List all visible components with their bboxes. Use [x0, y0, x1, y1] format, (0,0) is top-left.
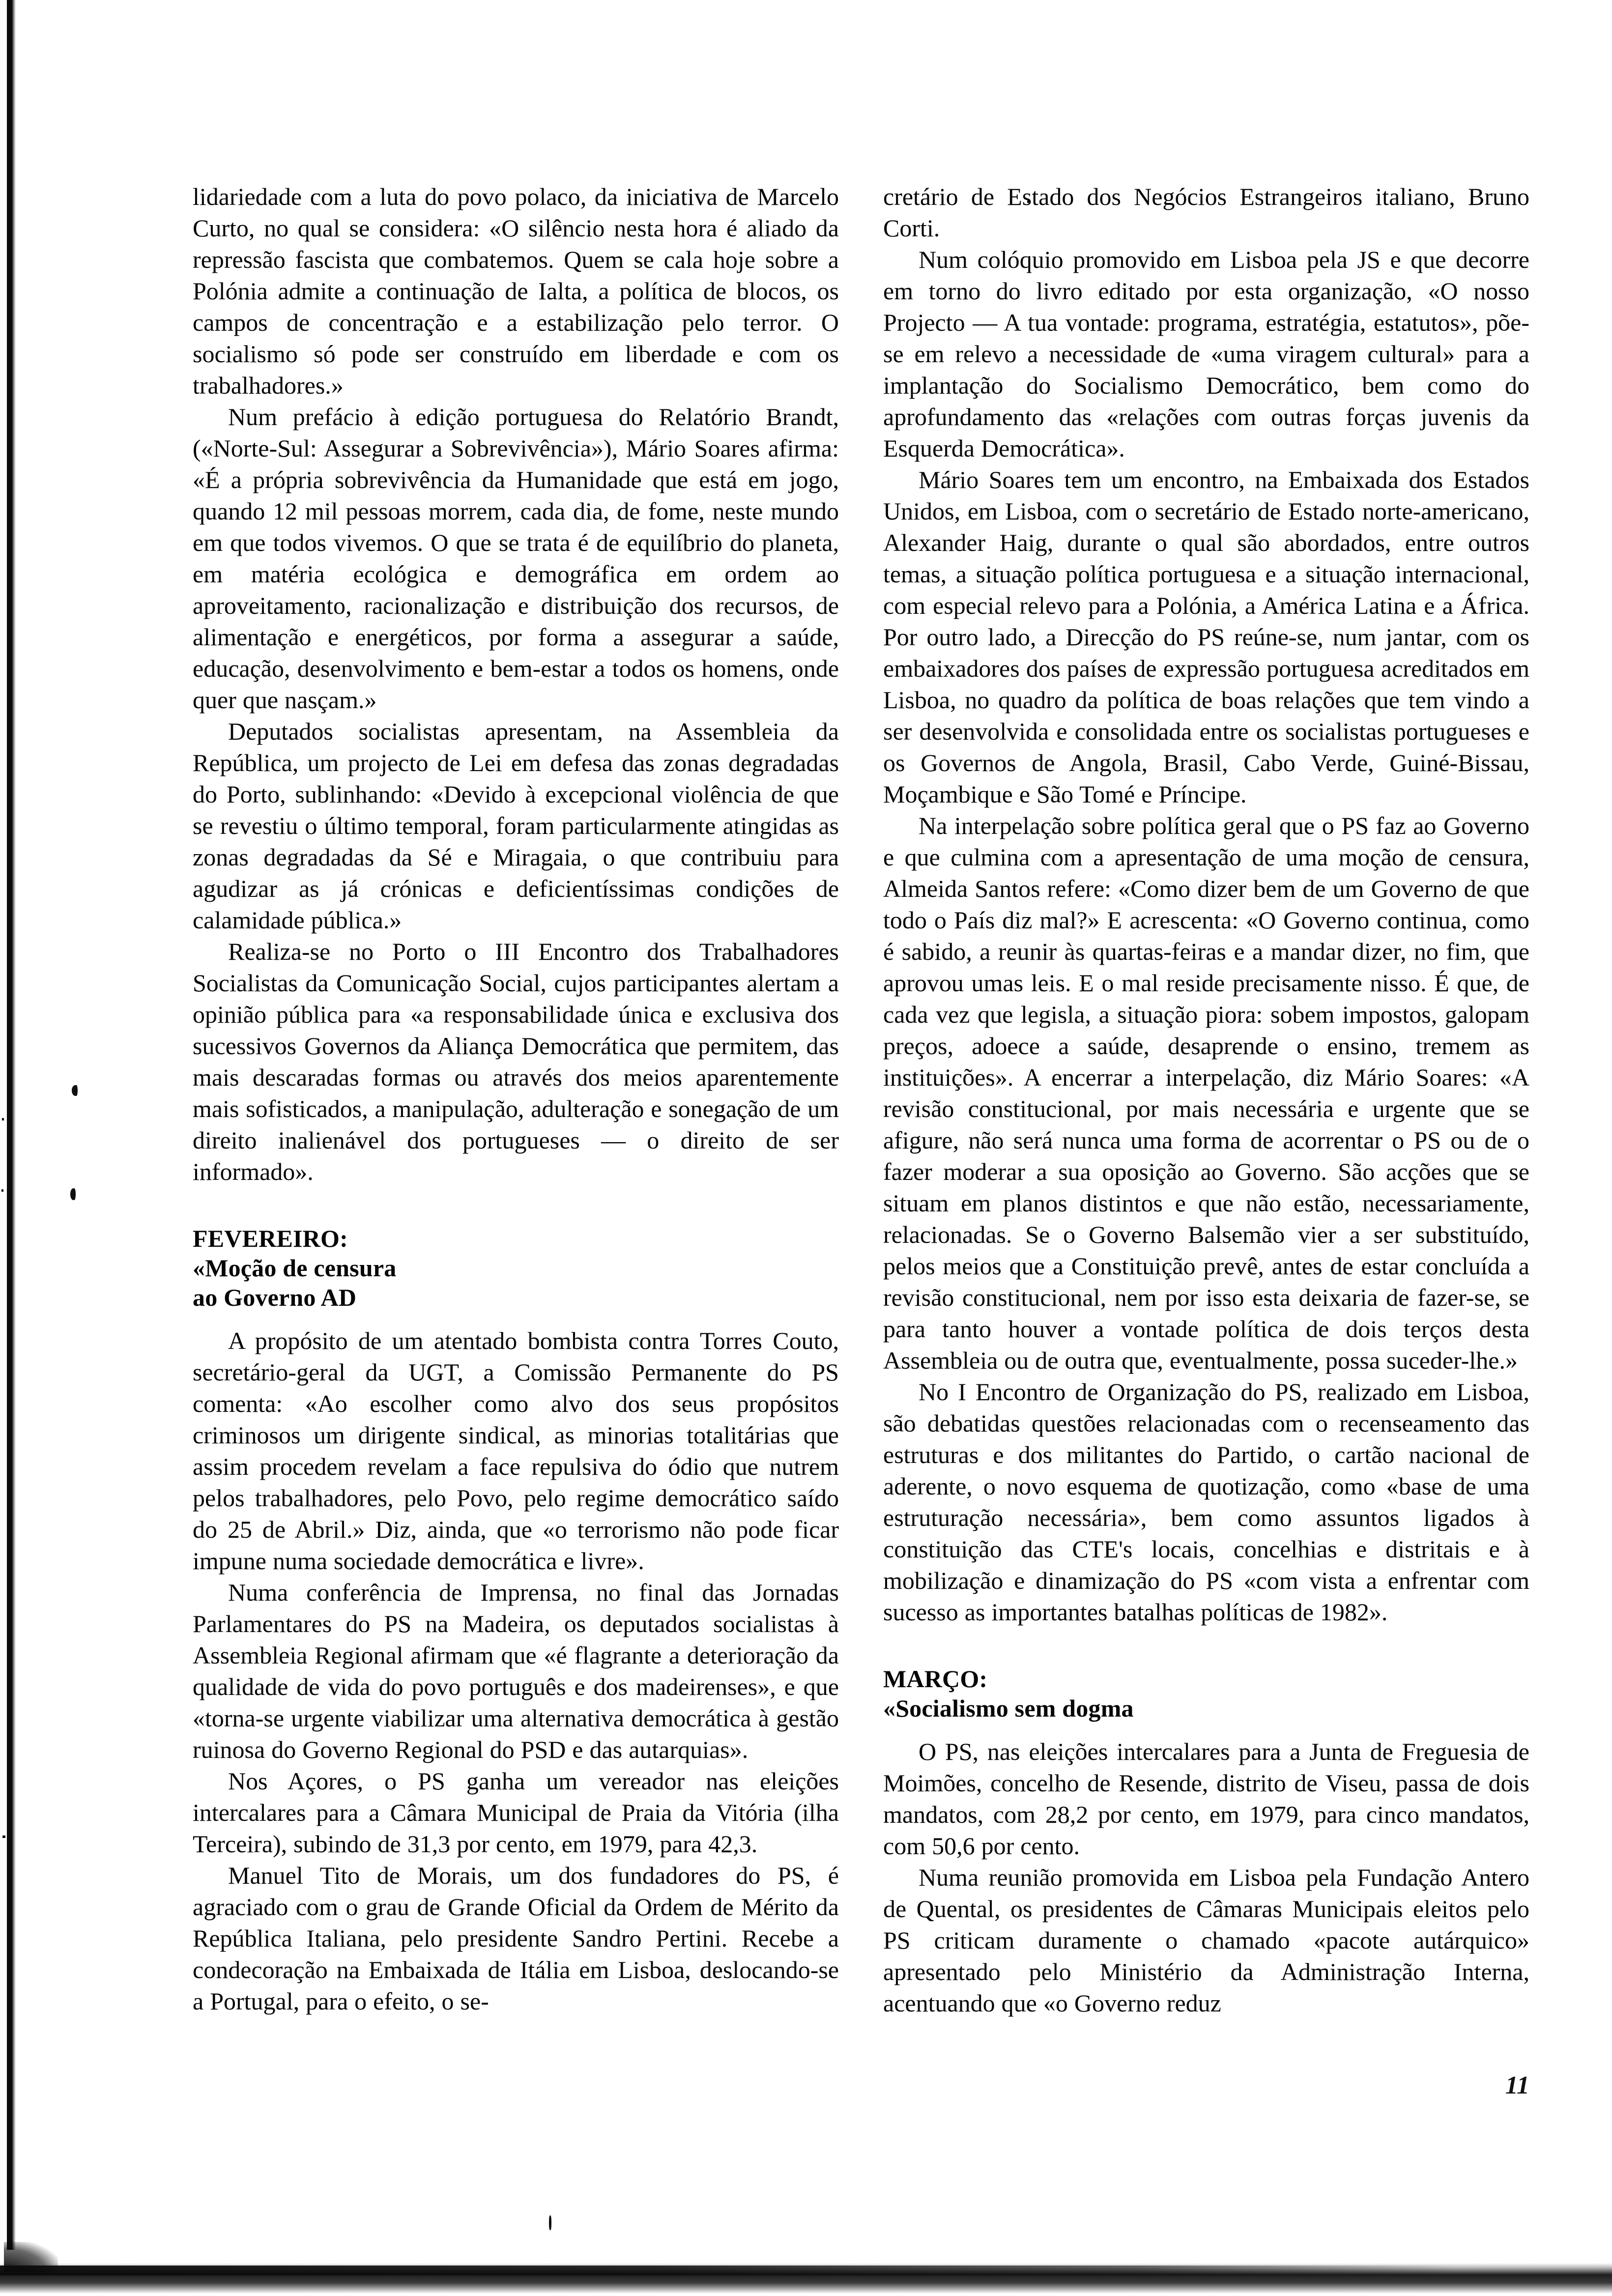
section-heading-fevereiro [193, 1224, 839, 1312]
section-month-label: FEVEREIRO: [193, 1225, 348, 1252]
section-month-label: MARÇO: [883, 1665, 988, 1693]
section-title-line-2: ao Governo AD [193, 1284, 357, 1311]
scan-edge-left-feather-artifact [12, 0, 16, 2250]
paragraph: A propósito de um atentado bombista contra Torres Couto, secretário-geral da UGT, a Comissão Permanente do PS comenta: «Ao escolher como alvo dos seus propósitos criminosos um dirigente sindical, as minorias totalitárias que assim procedem revelam a face repulsiva do ódio que nutrem pelos trabalhadores, pelo Povo, pelo regime democrático saído do 25 de Abril.» Diz, ainda, que «o terrorismo não pode ficar impune numa sociedade democrática e livre». [193, 1327, 839, 1575]
paragraph: O PS, nas eleições intercalares para a Junta de Freguesia de Moimões, concelho de Resende, distrito de Viseu, passa de dois mandatos, com 28,2 por cento, em 1979, para cinco mandatos, com 50,6 por cento. [883, 1738, 1529, 1860]
paragraph: No I Encontro de Organização do PS, realizado em Lisboa, são debatidas questões relacionadas com o recenseamento das estruturas e dos militantes do Partido, o cartão nacional de aderente, o novo esquema de quotização, como «base de uma estruturação necessária», bem como assuntos ligados à constituição das CTE's locais, concelhias e distritais e à mobilização e dinamização do PS «com vista a enfrentar com sucesso as importantes batalhas políticas de 1982». [883, 1378, 1529, 1626]
paragraph: Nos Açores, o PS ganha um vereador nas eleições intercalares para a Câmara Municipal de Praia da Vitória (ilha Terceira), subindo de 31,3 por cento, em 1979, para 42,3. [193, 1767, 839, 1858]
paragraph: Numa conferência de Imprensa, no final das Jornadas Parlamentares do PS na Madeira, os deputados socialistas à Assembleia Regional afirmam que «é flagrante a deterioração da qualidade de vida do povo português e dos madeirenses», e que «torna-se urgente viabilizar uma alternativa democrática à gestão ruinosa do Governo Regional do PSD e das autarquias». [193, 1578, 839, 1763]
left-text-column [193, 181, 839, 2019]
ink-speck [549, 2215, 551, 2230]
ink-speck [2, 1118, 4, 1120]
paragraph: cretário de Estado dos Negócios Estrangeiros italiano, Bruno Corti. [883, 183, 1529, 242]
ink-speck [1, 1189, 3, 1192]
scan-edge-bottom-artifact [0, 2249, 1612, 2296]
paragraph: Num prefácio à edição portuguesa do Relatório Brandt, («Norte-Sul: Assegurar a Sobrevivência»), Mário Soares afirma: «É a própria sobrevivência da Humanidade que está em jogo, quando 12 mil pessoas morrem, cada dia, de fome, neste mundo em que todos vivemos. O que se trata é de equilíbrio do planeta, em matéria ecológica e demográfica em ordem ao aproveitamento, racionalização e distribuição dos recursos, de alimentação e energéticos, por forma a assegurar a saúde, educação, desenvolvimento e bem-estar a todos os homens, onde quer que nasçam.» [193, 403, 839, 714]
ink-speck [2, 1836, 5, 1838]
section-title-line-1: «Socialismo sem dogma [883, 1694, 1134, 1722]
margin-ink-mark [70, 1188, 76, 1200]
paragraph: Na interpelação sobre política geral que o PS faz ao Governo e que culmina com a apresentação de uma moção de censura, Almeida Santos refere: «Como dizer bem de um Governo de que todo o País diz mal?» E acrescenta: «O Governo continua, como é sabido, a reunir às quartas-feiras e a mandar dizer, no fim, que aprovou umas leis. E o mal reside precisamente nisso. É que, de cada vez que legisla, a situação piora: sobem impostos, galopam preços, adoece a saúde, desaprende o ensino, tremem as instituições». A encerrar a interpelação, diz Mário Soares: «A revisão constitucional, por mais necessária e urgente que se afigure, não será nunca uma forma de acorrentar o PS ou de o fazer moderar a sua oposição ao Governo. São acções que se situam em planos distintos e que não estão, necessariamente, relacionadas. Se o Governo Balsemão vier a ser substituído, pelos meios que a Constituição prevê, antes de estar concluída a revisão constitucional, nem por isso esta deixaria de fazer-se, se para tanto houver a vontade política de dois terços desta Assembleia ou de outra que, eventualmente, possa suceder-lhe.» [883, 812, 1529, 1374]
section-heading-marco [883, 1664, 1529, 1723]
paragraph: lidariedade com a luta do povo polaco, da iniciativa de Marcelo Curto, no qual se considera: «O silêncio nesta hora é aliado da repressão fascista que combatemos. Quem se cala hoje sobre a Polónia admite a continuação de Ialta, a política de blocos, os campos de concentração e a estabilização pelo terror. O socialismo só pode ser construído em liberdade e com os trabalhadores.» [193, 183, 839, 399]
section-title-line-1: «Moção de censura [193, 1254, 397, 1282]
paragraph: Deputados socialistas apresentam, na Assembleia da República, um projecto de Lei em defesa das zonas degradadas do Porto, sublinhando: «Devido à excepcional violência de que se revestiu o último temporal, foram particularmente atingidas as zonas degradadas da Sé e Miragaia, o que contribuiu para agudizar as já crónicas e deficientíssimas condições de calamidade pública.» [193, 718, 839, 934]
paragraph: Num colóquio promovido em Lisboa pela JS e que decorre em torno do livro editado por esta organização, «O nosso Projecto — A tua vontade: programa, estratégia, estatutos», põe-se em relevo a necessidade de «uma viragem cultural» para a implantação do Socialismo Democrático, bem como do aprofundamento das «relações com outras forças juvenis da Esquerda Democrática». [883, 246, 1529, 462]
scan-edge-left-artifact [7, 0, 12, 2250]
paragraph: Numa reunião promovida em Lisboa pela Fundação Antero de Quental, os presidentes de Câmaras Municipais eleitos pelo PS criticam duramente o chamado «pacote autárquico» apresentado pelo Ministério da Administração Interna, acentuando que «o Governo reduz [883, 1864, 1529, 2017]
paragraph: Realiza-se no Porto o III Encontro dos Trabalhadores Socialistas da Comunicação Social, cujos participantes alertam a opinião pública para «a responsabilidade única e exclusiva dos sucessivos Governos da Aliança Democrática que permitem, das mais descaradas formas ou através dos meios aparentemente mais sofisticados, a manipulação, adulteração e sonegação de um direito inalienável dos portugueses — o direito de ser informado». [193, 938, 839, 1185]
paragraph: Manuel Tito de Morais, um dos fundadores do PS, é agraciado com o grau de Grande Oficial da Ordem de Mérito da República Italiana, pelo presidente Sandro Pertini. Recebe a condecoração na Embaixada de Itália em Lisboa, deslocando-se a Portugal, para o efeito, o se- [193, 1862, 839, 2015]
two-column-text-body [193, 181, 1529, 2019]
page-number: 11 [1505, 2071, 1529, 2099]
right-text-column [883, 181, 1529, 2019]
margin-ink-mark [72, 1085, 78, 1096]
paragraph: Mário Soares tem um encontro, na Embaixada dos Estados Unidos, em Lisboa, com o secretário de Estado norte-americano, Alexander Haig, durante o qual são abordados, entre outros temas, a situação política portuguesa e a situação internacional, com especial relevo para a Polónia, a América Latina e a África. Por outro lado, a Direcção do PS reúne-se, num jantar, com os embaixadores dos países de expressão portuguesa acreditados em Lisboa, no quadro da política de boas relações que tem vindo a ser desenvolvida e consolidada entre os socialistas portugueses e os Governos de Angola, Brasil, Cabo Verde, Guiné-Bissau, Moçambique e São Tomé e Príncipe. [883, 466, 1529, 808]
